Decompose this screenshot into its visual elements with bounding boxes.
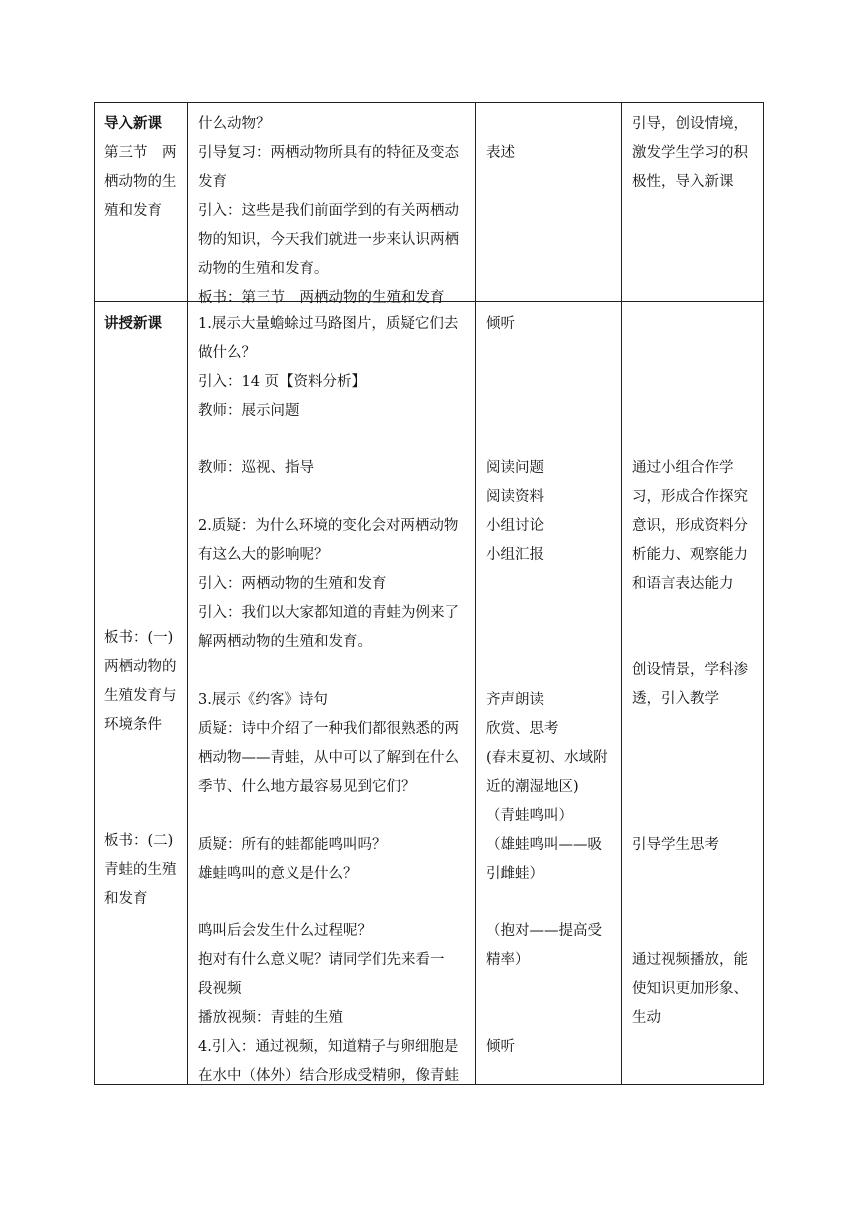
text-line: 近的潮湿地区) (486, 779, 579, 795)
text-line: 倾听 (486, 316, 515, 332)
text-line: 极性，导入新课 (632, 174, 734, 190)
text-line: 2.质疑：为什么环境的变化会对两栖动物 (198, 518, 459, 534)
text-line: 殖和发育 (104, 203, 162, 219)
text-line: 青蛙的生殖 (104, 862, 177, 878)
text-line: 1.展示大量蟾蜍过马路图片，质疑它们去 (198, 316, 459, 332)
text-line: 引导学生思考 (632, 837, 719, 853)
text-line: 引导复习：两栖动物所具有的特征及变态 (198, 145, 459, 161)
text-line: 使知识更加形象、 (632, 981, 748, 997)
text-line: 小组汇报 (486, 547, 544, 563)
text-line: 阅读资料 (486, 489, 544, 505)
text-line: (春末夏初、水域附 (486, 750, 608, 766)
text-line: 做什么？ (198, 345, 256, 361)
text-line: 板书：第三节 两栖动物的生殖和发育 (198, 290, 445, 306)
text-line: 和发育 (104, 891, 148, 907)
text-line: 意识，形成资料分 (632, 518, 748, 534)
text-line: 引入：我们以大家都知道的青蛙为例来了 (198, 605, 459, 621)
text-line: 栖动物——青蛙，从中可以了解到在什么 (198, 750, 459, 766)
table-row-teaching (95, 302, 764, 1085)
text-line: 欣赏、思考 (486, 721, 559, 737)
text-line: 板书：(一) (104, 630, 174, 646)
text-line: 在水中（体外）结合形成受精卵，像青蛙 (198, 1068, 459, 1084)
text-line: 什么动物？ (198, 116, 271, 132)
text-line: 物的知识，今天我们就进一步来认识两栖 (198, 232, 459, 248)
text-line: 第三节 两 (104, 145, 177, 161)
text-line: 雄蛙鸣叫的意义是什么？ (198, 866, 358, 882)
design-intent-cell (622, 302, 764, 1085)
text-line: 通过视频播放，能 (632, 952, 748, 968)
text-line: （雄蛙鸣叫——吸 (486, 837, 602, 853)
text-line: 激发学生学习的积 (632, 145, 748, 161)
text-line: 精率） (486, 952, 530, 968)
text-line: 创设情景，学科渗 (632, 662, 748, 678)
text-line: 教师：展示问题 (198, 403, 300, 419)
lesson-plan-table (94, 102, 764, 1085)
text-line: 季节、什么地方最容易见到它们？ (198, 779, 416, 795)
student-activity-cell (476, 302, 622, 1085)
text-line: 生殖发育与 (104, 688, 177, 704)
text-line: 习，形成合作探究 (632, 489, 748, 505)
text-line: 两栖动物的 (104, 659, 177, 675)
table-row-intro (95, 103, 764, 302)
text-line: 析能力、观察能力 (632, 547, 748, 563)
text-line: 导入新课 (104, 115, 162, 132)
text-line: 动物的生殖和发育。 (198, 261, 329, 277)
stage-cell (95, 302, 188, 1085)
text-line: 教师：巡视、指导 (198, 460, 314, 476)
text-line: 讲授新课 (104, 315, 162, 332)
text-line: 段视频 (198, 981, 242, 997)
text-line: 环境条件 (104, 717, 162, 733)
text-line: 引雌蛙） (486, 866, 544, 882)
text-line: 发育 (198, 174, 227, 190)
text-line: 和语言表达能力 (632, 576, 734, 592)
design-intent-cell (622, 103, 764, 302)
text-line: 质疑：诗中介绍了一种我们都很熟悉的两 (198, 721, 459, 737)
text-line: 鸣叫后会发生什么过程呢？ (198, 923, 372, 939)
text-line: （青蛙鸣叫） (486, 808, 573, 824)
student-activity-cell (476, 103, 622, 302)
text-line: 小组讨论 (486, 518, 544, 534)
text-line: 倾听 (486, 1039, 515, 1055)
text-line: 板书：(二) (104, 833, 174, 849)
text-line: 质疑：所有的蛙都能鸣叫吗？ (198, 837, 387, 853)
text-line: （抱对——提高受 (486, 923, 602, 939)
stage-cell (95, 103, 188, 302)
text-line: 播放视频：青蛙的生殖 (198, 1010, 343, 1026)
text-line: 生动 (632, 1010, 661, 1026)
text-line: 透，引入教学 (632, 691, 719, 707)
text-line: 引入：两栖动物的生殖和发育 (198, 576, 387, 592)
text-line: 栖动物的生 (104, 174, 177, 190)
text-line: 4.引入：通过视频，知道精子与卵细胞是 (198, 1039, 459, 1055)
teacher-activity-cell (188, 103, 476, 306)
text-line: 3.展示《约客》诗句 (198, 692, 328, 708)
text-line: 有这么大的影响呢？ (198, 547, 329, 563)
text-line: 表述 (486, 145, 515, 161)
text-line: 引入：14 页【资料分析】 (198, 374, 367, 390)
text-line: 抱对有什么意义呢？请同学们先来看一 (198, 952, 445, 968)
text-line: 引入：这些是我们前面学到的有关两栖动 (198, 203, 459, 219)
teacher-activity-cell (188, 302, 476, 1085)
text-line: 引导，创设情境， (632, 116, 748, 132)
text-line: 齐声朗读 (486, 692, 544, 708)
text-line: 解两栖动物的生殖和发育。 (198, 634, 372, 650)
text-line: 通过小组合作学 (632, 460, 734, 476)
text-line: 阅读问题 (486, 460, 544, 476)
